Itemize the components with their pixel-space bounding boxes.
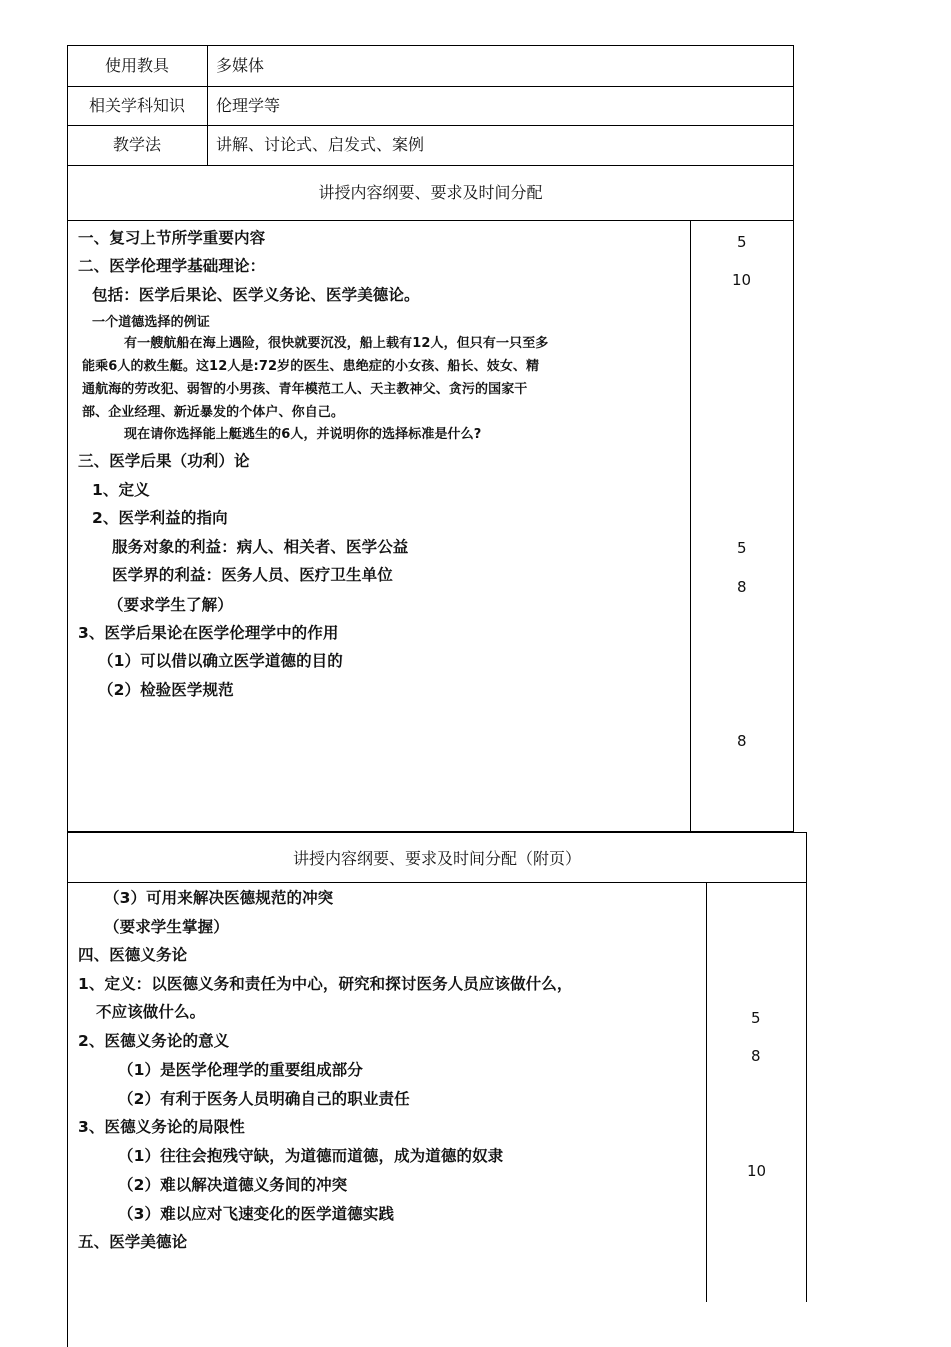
time-allocation: 5 <box>737 233 747 251</box>
continuation-left-border <box>67 832 68 1347</box>
content-line: 通航海的劳改犯、弱智的小男孩、青年模范工人、天主教神父、贪污的国家干 <box>82 382 528 397</box>
content-line: （3）可用来解决医德规范的冲突 <box>104 889 334 907</box>
content-line: 服务对象的利益：病人、相关者、医学公益 <box>112 538 409 556</box>
teaching-aids-value: 多媒体 <box>216 56 265 75</box>
row-divider <box>67 86 794 87</box>
time-allocation: 8 <box>737 732 747 750</box>
row-divider <box>67 165 794 166</box>
content-line: 一、复习上节所学重要内容 <box>78 229 266 247</box>
content-line: 能乘6人的救生艇。这12人是:72岁的医生、患绝症的小女孩、船长、妓女、精 <box>82 359 540 374</box>
time-allocation: 10 <box>732 271 752 289</box>
continuation-top-border <box>67 832 807 833</box>
content-line: 一个道德选择的例证 <box>92 315 210 330</box>
content-line: （2）检验医学规范 <box>98 681 234 699</box>
content-line: 2、医德义务论的意义 <box>78 1032 230 1050</box>
content-line: 不应该做什么。 <box>96 1003 206 1021</box>
content-line: （2）有利于医务人员明确自己的职业责任 <box>118 1090 410 1108</box>
time-allocation: 5 <box>737 539 747 557</box>
content-line: 2、医学利益的指向 <box>92 509 228 527</box>
content-line: 三、医学后果（功利）论 <box>78 452 250 470</box>
content-line: （1）可以借以确立医学道德的目的 <box>98 652 343 670</box>
time-allocation: 8 <box>751 1047 761 1065</box>
section-title: 讲授内容纲要、要求及时间分配（附页） <box>292 849 581 868</box>
content-line: 五、医学美德论 <box>78 1233 188 1251</box>
time-allocation: 8 <box>737 578 747 596</box>
teaching-method-label: 教学法 <box>112 135 161 154</box>
teaching-method-value: 讲解、讨论式、启发式、案例 <box>216 135 425 154</box>
content-line: 3、医学后果论在医学伦理学中的作用 <box>78 624 339 642</box>
time-allocation: 5 <box>751 1009 761 1027</box>
content-line: 二、医学伦理学基础理论： <box>78 257 266 275</box>
content-line: 医学界的利益：医务人员、医疗卫生单位 <box>112 566 393 584</box>
continuation-right-border <box>806 832 807 1302</box>
section-title: 讲授内容纲要、要求及时间分配 <box>318 183 543 202</box>
related-knowledge-label: 相关学科知识 <box>88 96 185 115</box>
content-line: 3、医德义务论的局限性 <box>78 1118 245 1136</box>
time-column-divider <box>690 220 691 832</box>
row-divider <box>67 125 794 126</box>
content-line: （1）往往会抱残守缺，为道德而道德，成为道德的奴隶 <box>118 1147 504 1165</box>
content-line: （2）难以解决道德义务间的冲突 <box>118 1176 348 1194</box>
related-knowledge-value: 伦理学等 <box>216 96 281 115</box>
content-line: （要求学生了解） <box>108 596 233 614</box>
label-column-divider <box>207 45 208 165</box>
time-allocation: 10 <box>747 1162 767 1180</box>
content-line: （3）难以应对飞速变化的医学道德实践 <box>118 1205 395 1223</box>
time-column-divider <box>706 882 707 1302</box>
content-line: （要求学生掌握） <box>104 918 229 936</box>
content-line: 部、企业经理、新近暴发的个体户、你自己。 <box>82 405 345 420</box>
content-line: （1）是医学伦理学的重要组成部分 <box>118 1061 363 1079</box>
content-line: 1、定义：以医德义务和责任为中心，研究和探讨医务人员应该做什么， <box>78 975 573 993</box>
row-divider <box>67 882 807 883</box>
content-line: 有一艘航船在海上遇险，很快就要沉没，船上载有12人，但只有一只至多 <box>124 336 549 351</box>
content-line: 四、医德义务论 <box>78 946 188 964</box>
teaching-aids-label: 使用教具 <box>104 56 169 75</box>
row-divider <box>67 220 794 221</box>
content-line: 包括：医学后果论、医学义务论、医学美德论。 <box>92 286 420 304</box>
content-line: 现在请你选择能上艇逃生的6人，并说明你的选择标准是什么? <box>124 427 482 442</box>
content-line: 1、定义 <box>92 481 150 499</box>
